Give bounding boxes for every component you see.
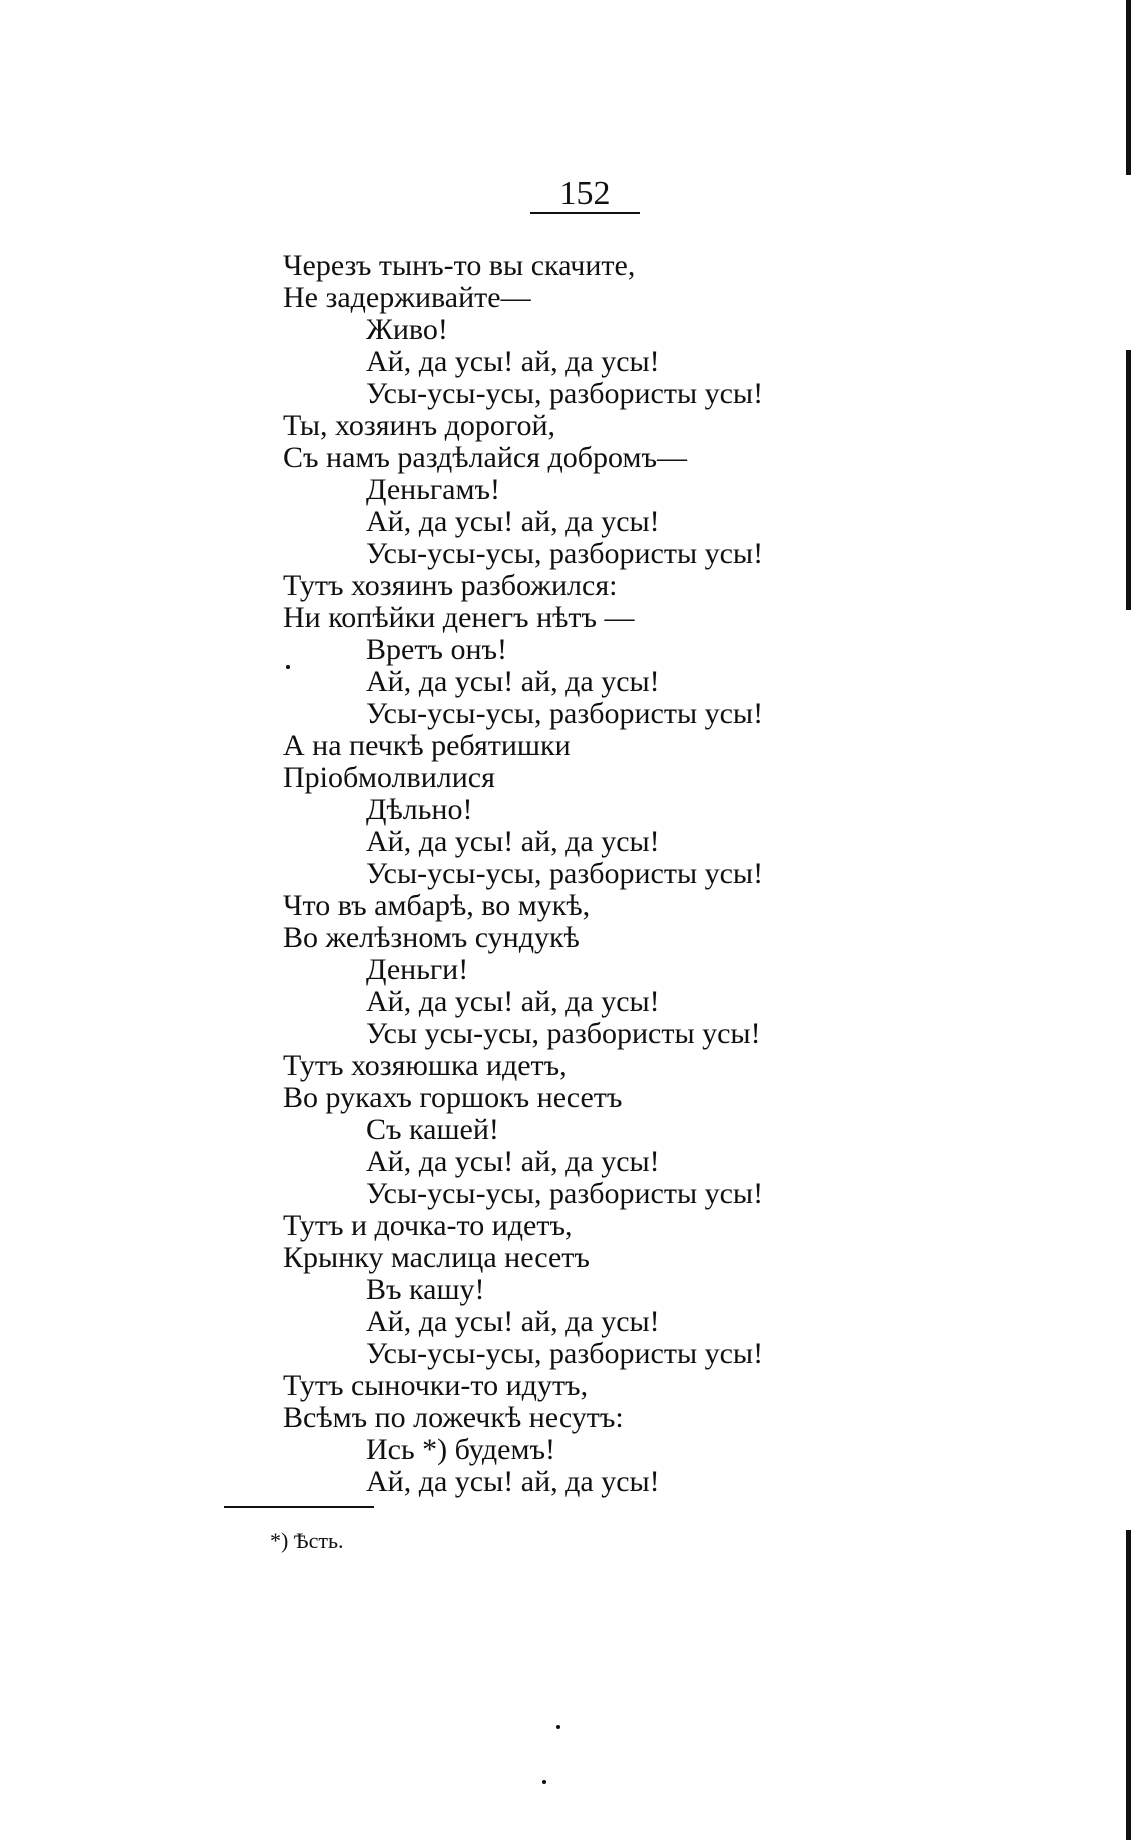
- verse-line: Во рукахъ горшокъ несетъ: [283, 1081, 623, 1114]
- verse-line: Пріобмолвилися: [283, 761, 495, 794]
- refrain-line: Ай, да усы! ай, да усы!: [366, 985, 660, 1018]
- refrain-line: Усы усы-усы, разбористы усы!: [366, 1017, 761, 1050]
- verse-line: Что въ амбарѣ, во мукѣ,: [283, 889, 591, 922]
- verse-line: Съ намъ раздѣлайся добромъ—: [283, 441, 687, 474]
- verse-line: Ты, хозяинъ дорогой,: [283, 409, 555, 442]
- refrain-line: Ай, да усы! ай, да усы!: [366, 1305, 660, 1338]
- verse-line: Тутъ сыночки-то идутъ,: [283, 1369, 589, 1402]
- page-edge-shadow-bottom: [1126, 1530, 1131, 1840]
- refrain-line: Живо!: [366, 313, 448, 346]
- refrain-line: Деньгамъ!: [366, 473, 500, 506]
- refrain-line: Ай, да усы! ай, да усы!: [366, 345, 660, 378]
- refrain-line: Усы-усы-усы, разбористы усы!: [366, 697, 764, 730]
- verse-line: А на печкѣ ребятишки: [283, 729, 571, 762]
- verse-line: Ни копѣйки денегъ нѣтъ —: [283, 601, 635, 634]
- refrain-line: Усы-усы-усы, разбористы усы!: [366, 537, 764, 570]
- refrain-line: Ай, да усы! ай, да усы!: [366, 505, 660, 538]
- verse-line: Тутъ хозяюшка идетъ,: [283, 1049, 567, 1082]
- refrain-line: Деньги!: [366, 953, 469, 986]
- ink-speck: [286, 665, 290, 669]
- footnote: *) Ѣсть.: [270, 1528, 344, 1553]
- refrain-line: Ись *) будемъ!: [366, 1433, 555, 1466]
- refrain-line: Ай, да усы! ай, да усы!: [366, 665, 660, 698]
- verse-line: Во желѣзномъ сундукѣ: [283, 921, 580, 954]
- footnote-rule: [224, 1506, 374, 1508]
- ink-speck: [556, 1725, 560, 1729]
- page-edge-shadow-middle: [1126, 350, 1131, 610]
- refrain-line: Съ кашей!: [366, 1113, 499, 1146]
- verse-line: Всѣмъ по ложечкѣ несутъ:: [283, 1401, 624, 1434]
- page-number: 152: [559, 175, 611, 212]
- refrain-line: Усы-усы-усы, разбористы усы!: [366, 857, 764, 890]
- verse-line: Черезъ тынъ-то вы скачите,: [283, 249, 636, 282]
- verse-line: Тутъ и дочка-то идетъ,: [283, 1209, 573, 1242]
- refrain-line: Усы-усы-усы, разбористы усы!: [366, 1337, 764, 1370]
- refrain-line: Усы-усы-усы, разбористы усы!: [366, 377, 764, 410]
- verse-line: Крынку маслица несетъ: [283, 1241, 590, 1274]
- refrain-line: Усы-усы-усы, разбористы усы!: [366, 1177, 764, 1210]
- refrain-line: Дѣльно!: [366, 793, 473, 826]
- refrain-line: Ай, да усы! ай, да усы!: [366, 1465, 660, 1498]
- refrain-line: Ай, да усы! ай, да усы!: [366, 1145, 660, 1178]
- verse-line: Не задерживайте—: [283, 281, 531, 314]
- refrain-line: Ай, да усы! ай, да усы!: [366, 825, 660, 858]
- page-edge-shadow-top: [1126, 0, 1131, 175]
- refrain-line: Вретъ онъ!: [366, 633, 508, 666]
- verse-line: Тутъ хозяинъ разбожился:: [283, 569, 618, 602]
- poem-text: [283, 250, 883, 1498]
- ink-speck: [542, 1780, 546, 1784]
- refrain-line: Въ кашу!: [366, 1273, 485, 1306]
- page-number-rule: [530, 212, 640, 214]
